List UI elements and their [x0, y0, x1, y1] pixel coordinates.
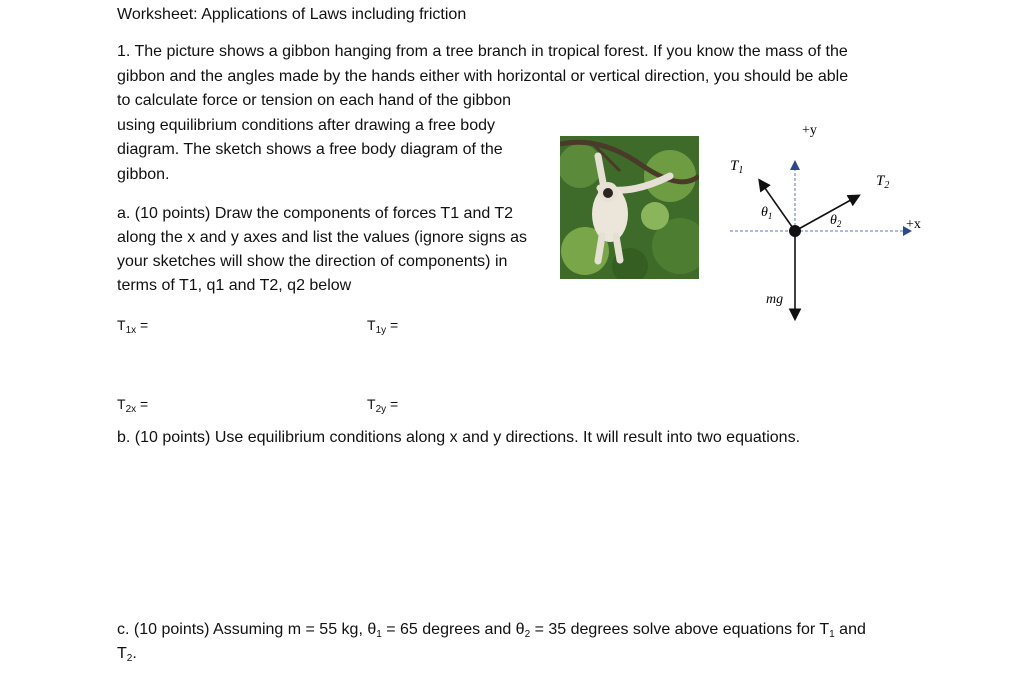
theta1-label: $\theta_1$: [761, 205, 773, 221]
y-axis-arrowhead: [790, 160, 800, 170]
t2x-answer-label: $T_{2x}$ =: [117, 396, 149, 415]
t1-label: $T_1$: [730, 158, 744, 176]
part-a-line-3: your sketches will show the direction of components) in: [117, 253, 508, 270]
leaf-cluster: [560, 144, 602, 188]
q1-line-3: to calculate force or tension on each hand of the gibbon: [117, 92, 512, 109]
q1-line-6: gibbon.: [117, 166, 170, 183]
t2-vector: [795, 196, 858, 231]
part-c-line-1: c. (10 points) Assuming m = 55 kg, θ1 = 65 degrees and θ2 = 35 degrees solve above equations for T1 and: [117, 621, 866, 640]
gibbon-photo: [560, 136, 699, 279]
free-body-diagram: [718, 118, 938, 333]
t2y-answer-label: $T_{2y}$ =: [367, 396, 399, 415]
part-a-line-4: terms of T1, q1 and T2, q2 below: [117, 277, 352, 294]
plus-y-label: +y: [802, 123, 817, 138]
mg-label: mg: [766, 292, 784, 307]
part-c-line-2: T2.: [117, 645, 137, 664]
part-a-line-2: along the x and y axes and list the values (ignore signs as: [117, 229, 528, 246]
gibbon-face: [603, 188, 613, 198]
body-point: [789, 225, 801, 237]
part-b-text: b. (10 points) Use equilibrium conditions along x and y directions. It will result into two equations.: [117, 429, 801, 446]
q1-line-1: 1. The picture shows a gibbon hanging from a tree branch in tropical forest. If you know the mass of the: [117, 43, 848, 60]
t1y-answer-label: $T_{1y}$ =: [367, 317, 399, 336]
q1-line-2: gibbon and the angles made by the hands either with horizontal or vertical direction, you should be able: [117, 68, 849, 85]
q1-line-4: using equilibrium conditions after drawing a free body: [117, 117, 495, 134]
leaf-cluster: [641, 202, 669, 230]
part-a-line-1: a. (10 points) Draw the components of forces T1 and T2: [117, 205, 514, 222]
gibbon-illustration: [560, 136, 699, 279]
worksheet-title: Worksheet: Applications of Laws including friction: [117, 6, 467, 23]
q1-line-5: diagram. The sketch shows a free body diagram of the: [117, 141, 503, 158]
plus-x-label: +x: [906, 217, 921, 232]
t2-label: $T_2$: [876, 173, 890, 191]
theta2-label: $\theta_2$: [830, 213, 842, 229]
t1x-answer-label: $T_{1x}$ =: [117, 317, 149, 336]
